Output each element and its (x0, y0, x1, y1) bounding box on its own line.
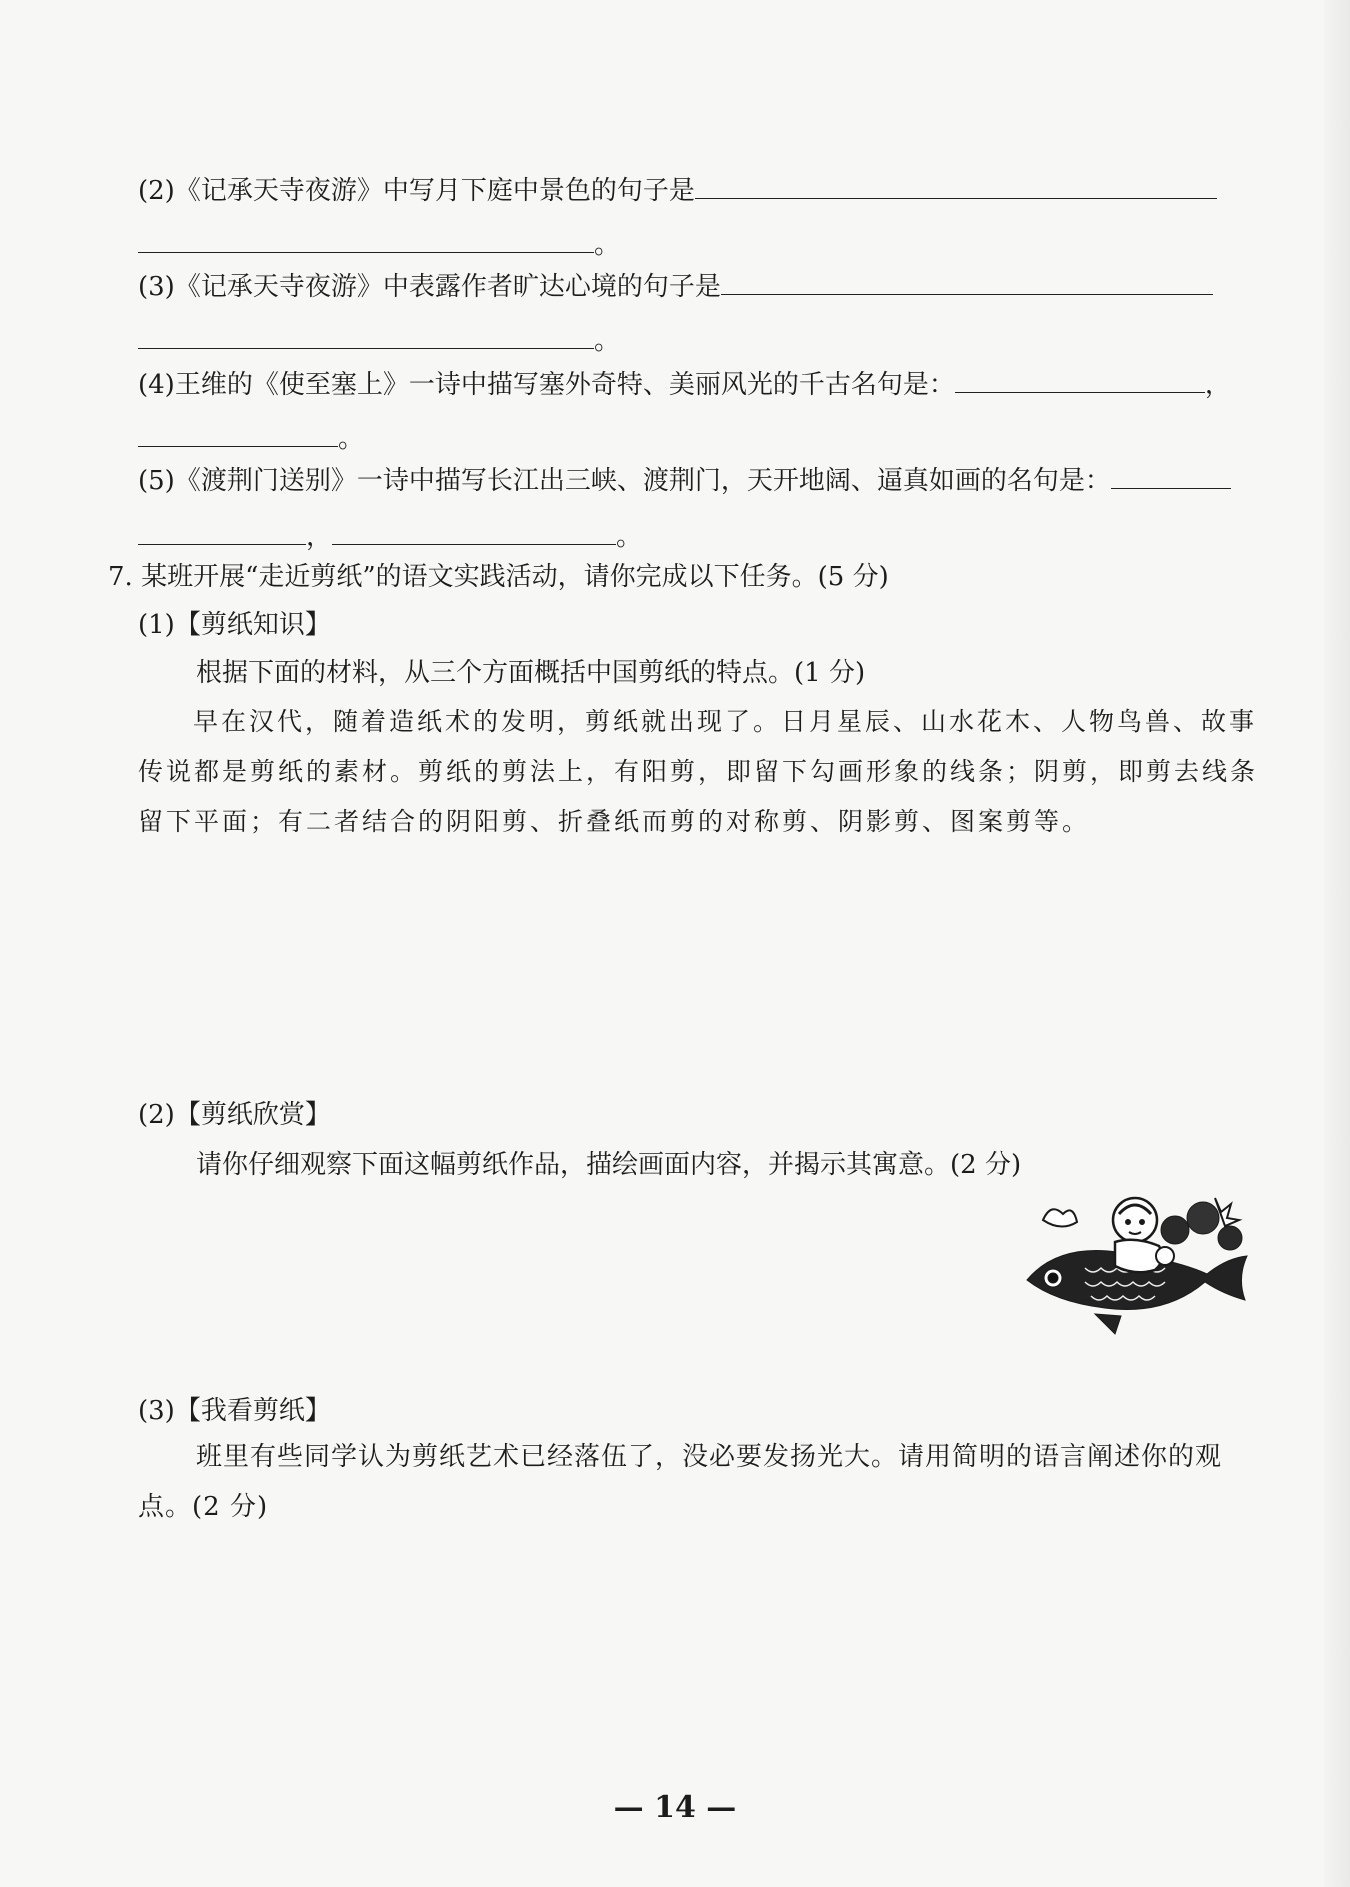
answer-blank[interactable] (695, 172, 1217, 199)
q6-item-4-cont (138, 420, 364, 456)
page-number: — 14 — (613, 1790, 737, 1825)
q7-part3-prompt: 班里有些同学认为剪纸艺术已经落伍了，没必要发扬光大。请用简明的语言阐述你的观点。(2 分) (138, 1442, 1223, 1522)
q7-part2-heading: (2)【剪纸欣赏】 (138, 1100, 331, 1130)
answer-blank[interactable] (138, 226, 594, 253)
q7-part1-material: 早在汉代，随着造纸术的发明，剪纸就出现了。日月星辰、山水花木、人物鸟兽、故事传说都是剪纸的素材。剪纸的剪法上，有阳剪，即留下勾画形象的线条；阴剪，即剪去线条留下平面；有二者结合的阴阳剪、折叠纸而剪的对称剪、阴影剪、图案剪等。 (138, 707, 1259, 836)
answer-blank[interactable] (1111, 462, 1231, 489)
q6-item-3-text: (3)《记承天寺夜游》中表露作者旷达心境的句子是 (138, 272, 721, 302)
q7-part3-heading: (3)【我看剪纸】 (138, 1396, 331, 1426)
q7-part1-prompt: 根据下面的材料，从三个方面概括中国剪纸的特点。(1 分) (196, 658, 866, 688)
answer-blank[interactable] (955, 366, 1205, 393)
paper-cut-illustration (1015, 1190, 1255, 1340)
q6-item-2 (138, 172, 1217, 208)
q7-part2-prompt: 请你仔细观察下面这幅剪纸作品，描绘画面内容，并揭示其寓意。(2 分) (196, 1150, 1022, 1180)
answer-blank[interactable] (138, 518, 306, 545)
answer-blank[interactable] (332, 518, 616, 545)
q7-part1-heading: (1)【剪纸知识】 (138, 610, 331, 640)
q7-title: 7. 某班开展“走近剪纸”的语文实践活动，请你完成以下任务。(5 分) (108, 562, 889, 592)
answer-blank[interactable] (721, 268, 1213, 295)
q6-item-4-text: (4)王维的《使至塞上》一诗中描写塞外奇特、美丽风光的千古名句是： (138, 370, 955, 400)
q6-item-3 (138, 268, 1213, 304)
period: 。 (594, 230, 621, 260)
q6-item-2-cont (138, 226, 620, 262)
q6-item-5-cont (138, 518, 642, 554)
page-edge-shadow (1324, 0, 1350, 1887)
period: 。 (594, 326, 621, 356)
q6-item-4 (138, 366, 1231, 402)
comma: ， (306, 522, 333, 552)
q6-item-5 (138, 462, 1231, 498)
period: 。 (616, 522, 643, 552)
answer-blank[interactable] (138, 322, 594, 349)
comma: ， (1204, 370, 1231, 400)
answer-blank[interactable] (138, 420, 338, 447)
q6-item-3-cont (138, 322, 620, 358)
period: 。 (338, 424, 365, 454)
q6-item-2-text: (2)《记承天寺夜游》中写月下庭中景色的句子是 (138, 176, 695, 206)
q6-item-5-text: (5)《渡荆门送别》一诗中描写长江出三峡、渡荆门，天开地阔、逼真如画的名句是： (138, 466, 1111, 496)
